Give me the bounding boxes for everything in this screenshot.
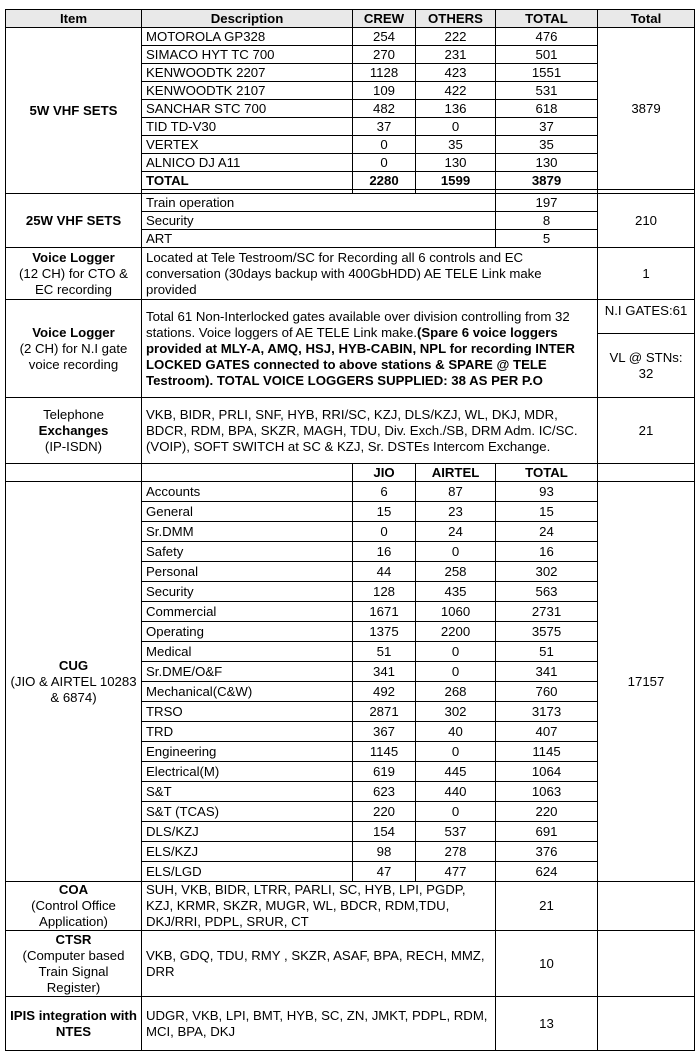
airtel-cell: 268 xyxy=(416,682,496,702)
desc-cell: Safety xyxy=(142,542,353,562)
total-cell: 1064 xyxy=(496,762,598,782)
desc-cell: Engineering xyxy=(142,742,353,762)
ctsr-item-title: CTSR xyxy=(55,931,92,947)
airtel-cell: 0 xyxy=(416,802,496,822)
table-row xyxy=(6,931,695,997)
total-cell: 3575 xyxy=(496,622,598,642)
vl2-gates: N.I GATES:61 xyxy=(598,300,694,334)
tel-item-title: Exchanges xyxy=(38,422,109,438)
airtel-cell: 0 xyxy=(416,542,496,562)
coa-total: 21 xyxy=(496,882,598,931)
header-airtel: AIRTEL xyxy=(416,464,496,482)
airtel-cell: 537 xyxy=(416,822,496,842)
others-cell: 136 xyxy=(416,100,496,118)
vl2-description xyxy=(142,300,598,398)
total-cell: 8 xyxy=(496,212,598,230)
desc-cell: Accounts xyxy=(142,482,353,502)
total-cell: 220 xyxy=(496,802,598,822)
desc-cell: Security xyxy=(142,212,496,230)
desc-cell: Operating xyxy=(142,622,353,642)
total-cell: 624 xyxy=(496,862,598,882)
crew-cell: 2280 xyxy=(353,172,416,190)
jio-cell: 44 xyxy=(353,562,416,582)
jio-cell: 16 xyxy=(353,542,416,562)
vl12-description: Located at Tele Testroom/SC for Recording all 6 controls and EC conversation (30days backup with 400GbHDD) AE TELE Link make provided xyxy=(142,248,598,300)
jio-cell: 367 xyxy=(353,722,416,742)
desc-cell: TRD xyxy=(142,722,353,742)
header-total: TOTAL xyxy=(496,10,598,28)
others-cell: 130 xyxy=(416,154,496,172)
vhf25-item: 25W VHF SETS xyxy=(6,194,142,248)
vl2-grand-total xyxy=(598,300,695,398)
vhf5-grand-total: 3879 xyxy=(598,28,695,190)
total-cell: 691 xyxy=(496,822,598,842)
desc-cell: Sr.DMM xyxy=(142,522,353,542)
desc-cell: TID TD-V30 xyxy=(142,118,353,136)
vl2-item-subtitle: (2 CH) for N.I gate voice recording xyxy=(19,340,128,372)
desc-cell: Security xyxy=(142,582,353,602)
airtel-cell: 1060 xyxy=(416,602,496,622)
desc-cell: DLS/KZJ xyxy=(142,822,353,842)
desc-cell: S&T xyxy=(142,782,353,802)
vl12-item xyxy=(6,248,142,300)
vl12-item-title: Voice Logger xyxy=(32,249,115,265)
airtel-cell: 435 xyxy=(416,582,496,602)
vl12-grand-total: 1 xyxy=(598,248,695,300)
coa-item-title: COA xyxy=(58,882,89,897)
airtel-cell: 0 xyxy=(416,742,496,762)
total-cell: 24 xyxy=(496,522,598,542)
desc-cell: VERTEX xyxy=(142,136,353,154)
total-cell: 37 xyxy=(496,118,598,136)
ipis-item: IPIS integration with NTES xyxy=(6,997,142,1051)
airtel-cell: 445 xyxy=(416,762,496,782)
jio-cell: 623 xyxy=(353,782,416,802)
cug-item-title: CUG xyxy=(58,657,89,673)
header-cug-total: TOTAL xyxy=(496,464,598,482)
coa-description: SUH, VKB, BIDR, LTRR, PARLI, SC, HYB, LPI, PGDP, KZJ, KRMR, SKZR, MUGR, WL, BDCR, RDM,TDU, DKJ/RRI, PDPL, SRUR, CT xyxy=(142,882,496,931)
inventory-table xyxy=(5,9,695,1051)
jio-cell: 6 xyxy=(353,482,416,502)
total-cell: 51 xyxy=(496,642,598,662)
total-cell: 2731 xyxy=(496,602,598,622)
total-cell: 563 xyxy=(496,582,598,602)
desc-cell: Medical xyxy=(142,642,353,662)
desc-cell: S&T (TCAS) xyxy=(142,802,353,822)
total-cell: 501 xyxy=(496,46,598,64)
desc-cell: MOTOROLA GP328 xyxy=(142,28,353,46)
total-cell: 197 xyxy=(496,194,598,212)
desc-cell: Mechanical(C&W) xyxy=(142,682,353,702)
desc-cell: ELS/KZJ xyxy=(142,842,353,862)
ctsr-item xyxy=(6,931,142,997)
total-cell: 35 xyxy=(496,136,598,154)
total-cell: 302 xyxy=(496,562,598,582)
tel-item-line3: (IP-ISDN) xyxy=(44,438,103,454)
crew-cell: 0 xyxy=(353,154,416,172)
desc-cell: TRSO xyxy=(142,702,353,722)
header-grand-total: Total xyxy=(598,10,695,28)
header-crew: CREW xyxy=(353,10,416,28)
airtel-cell: 302 xyxy=(416,702,496,722)
cug-grand-total: 17157 xyxy=(598,482,695,882)
header-others: OTHERS xyxy=(416,10,496,28)
total-cell: 16 xyxy=(496,542,598,562)
crew-cell: 37 xyxy=(353,118,416,136)
total-cell: 130 xyxy=(496,154,598,172)
header-item: Item xyxy=(6,10,142,28)
tel-item xyxy=(6,398,142,464)
jio-cell: 15 xyxy=(353,502,416,522)
header-jio: JIO xyxy=(353,464,416,482)
total-cell: 1145 xyxy=(496,742,598,762)
jio-cell: 1145 xyxy=(353,742,416,762)
table-row xyxy=(6,882,695,931)
total-cell: 618 xyxy=(496,100,598,118)
desc-cell: Train operation xyxy=(142,194,496,212)
desc-cell: ALNICO DJ A11 xyxy=(142,154,353,172)
desc-cell: TOTAL xyxy=(142,172,353,190)
jio-cell: 47 xyxy=(353,862,416,882)
crew-cell: 1128 xyxy=(353,64,416,82)
ctsr-description: VKB, GDQ, TDU, RMY , SKZR, ASAF, BPA, RECH, MMZ, DRR xyxy=(142,931,496,997)
jio-cell: 154 xyxy=(353,822,416,842)
jio-cell: 51 xyxy=(353,642,416,662)
desc-cell: Commercial xyxy=(142,602,353,622)
tel-grand-total: 21 xyxy=(598,398,695,464)
total-cell: 376 xyxy=(496,842,598,862)
desc-cell: KENWOODTK 2207 xyxy=(142,64,353,82)
jio-cell: 220 xyxy=(353,802,416,822)
crew-cell: 109 xyxy=(353,82,416,100)
total-cell: 531 xyxy=(496,82,598,100)
others-cell: 0 xyxy=(416,118,496,136)
airtel-cell: 258 xyxy=(416,562,496,582)
desc-cell: ART xyxy=(142,230,496,248)
total-cell: 3173 xyxy=(496,702,598,722)
total-cell: 5 xyxy=(496,230,598,248)
cug-item xyxy=(6,482,142,882)
airtel-cell: 0 xyxy=(416,662,496,682)
cug-item-subtitle: (JIO & AIRTEL 10283 & 6874) xyxy=(10,673,137,705)
jio-cell: 0 xyxy=(353,522,416,542)
ctsr-total: 10 xyxy=(496,931,598,997)
desc-cell: ELS/LGD xyxy=(142,862,353,882)
airtel-cell: 40 xyxy=(416,722,496,742)
vl2-item xyxy=(6,300,142,398)
total-cell: 1063 xyxy=(496,782,598,802)
jio-cell: 492 xyxy=(353,682,416,702)
airtel-cell: 477 xyxy=(416,862,496,882)
total-cell: 760 xyxy=(496,682,598,702)
coa-item-subtitle: (Control Office Application) xyxy=(31,898,116,929)
jio-cell: 98 xyxy=(353,842,416,862)
total-cell: 93 xyxy=(496,482,598,502)
airtel-cell: 23 xyxy=(416,502,496,522)
table-row xyxy=(6,482,695,502)
vl2-desc-plain: Total 61 Non-Interlocked gates available over division controlling from 32 stations. Voice loggers of AE TELE Link make. xyxy=(146,308,570,340)
others-cell: 422 xyxy=(416,82,496,100)
desc-cell: General xyxy=(142,502,353,522)
airtel-cell: 2200 xyxy=(416,622,496,642)
desc-cell: Sr.DME/O&F xyxy=(142,662,353,682)
desc-cell: Personal xyxy=(142,562,353,582)
desc-cell: KENWOODTK 2107 xyxy=(142,82,353,100)
airtel-cell: 24 xyxy=(416,522,496,542)
others-cell: 1599 xyxy=(416,172,496,190)
total-cell: 3879 xyxy=(496,172,598,190)
vl2-desc-bold: (Spare 6 voice loggers provided at MLY-A, AMQ, HSJ, HYB-CABIN, NPL for recording INTER LOCKED GATES connected to above stations & SPARE @ TELE Testroom). TOTAL VOICE LOGGERS SUPPLIED: 38 AS PER P.O xyxy=(146,324,575,388)
total-cell: 476 xyxy=(496,28,598,46)
table-row xyxy=(6,997,695,1051)
vhf5-item: 5W VHF SETS xyxy=(6,28,142,194)
table-row xyxy=(6,194,695,212)
jio-cell: 1671 xyxy=(353,602,416,622)
others-cell: 222 xyxy=(416,28,496,46)
vl12-item-subtitle: (12 CH) for CTO & EC recording xyxy=(19,265,128,297)
airtel-cell: 278 xyxy=(416,842,496,862)
total-cell: 15 xyxy=(496,502,598,522)
ipis-total: 13 xyxy=(496,997,598,1051)
jio-cell: 2871 xyxy=(353,702,416,722)
ipis-description: UDGR, VKB, LPI, BMT, HYB, SC, ZN, JMKT, PDPL, RDM, MCI, BPA, DKJ xyxy=(142,997,496,1051)
tel-description: VKB, BIDR, PRLI, SNF, HYB, RRI/SC, KZJ, DLS/KZJ, WL, DKJ, MDR, BDCR, RDM, BPA, SKZR, MAGH, TDU, Div. Exch./SB, DRM Adm. IC/SC.(VOIP), SOFT SWITCH at SC & KZJ, Sr. DSTEs Intercom Exchange. xyxy=(142,398,598,464)
vl2-item-title: Voice Logger xyxy=(32,324,115,340)
others-cell: 423 xyxy=(416,64,496,82)
crew-cell: 482 xyxy=(353,100,416,118)
table-header-row xyxy=(6,10,695,28)
airtel-cell: 87 xyxy=(416,482,496,502)
vhf25-grand-total: 210 xyxy=(598,194,695,248)
total-cell: 1551 xyxy=(496,64,598,82)
crew-cell: 270 xyxy=(353,46,416,64)
others-cell: 231 xyxy=(416,46,496,64)
header-description: Description xyxy=(142,10,353,28)
table-row xyxy=(6,28,695,46)
coa-item xyxy=(6,882,142,931)
total-cell: 341 xyxy=(496,662,598,682)
airtel-cell: 440 xyxy=(416,782,496,802)
others-cell: 35 xyxy=(416,136,496,154)
cug-header-row xyxy=(6,464,695,482)
table-row xyxy=(6,398,695,464)
vl2-stations: VL @ STNs: 32 xyxy=(609,350,683,381)
table-row xyxy=(6,248,695,300)
jio-cell: 341 xyxy=(353,662,416,682)
jio-cell: 128 xyxy=(353,582,416,602)
desc-cell: SANCHAR STC 700 xyxy=(142,100,353,118)
crew-cell: 0 xyxy=(353,136,416,154)
tel-item-line1: Telephone xyxy=(43,406,104,422)
airtel-cell: 0 xyxy=(416,642,496,662)
desc-cell: SIMACO HYT TC 700 xyxy=(142,46,353,64)
jio-cell: 619 xyxy=(353,762,416,782)
desc-cell: Electrical(M) xyxy=(142,762,353,782)
total-cell: 407 xyxy=(496,722,598,742)
crew-cell: 254 xyxy=(353,28,416,46)
jio-cell: 1375 xyxy=(353,622,416,642)
table-row xyxy=(6,300,695,398)
ctsr-item-subtitle: (Computer based Train Signal Register) xyxy=(22,947,125,995)
